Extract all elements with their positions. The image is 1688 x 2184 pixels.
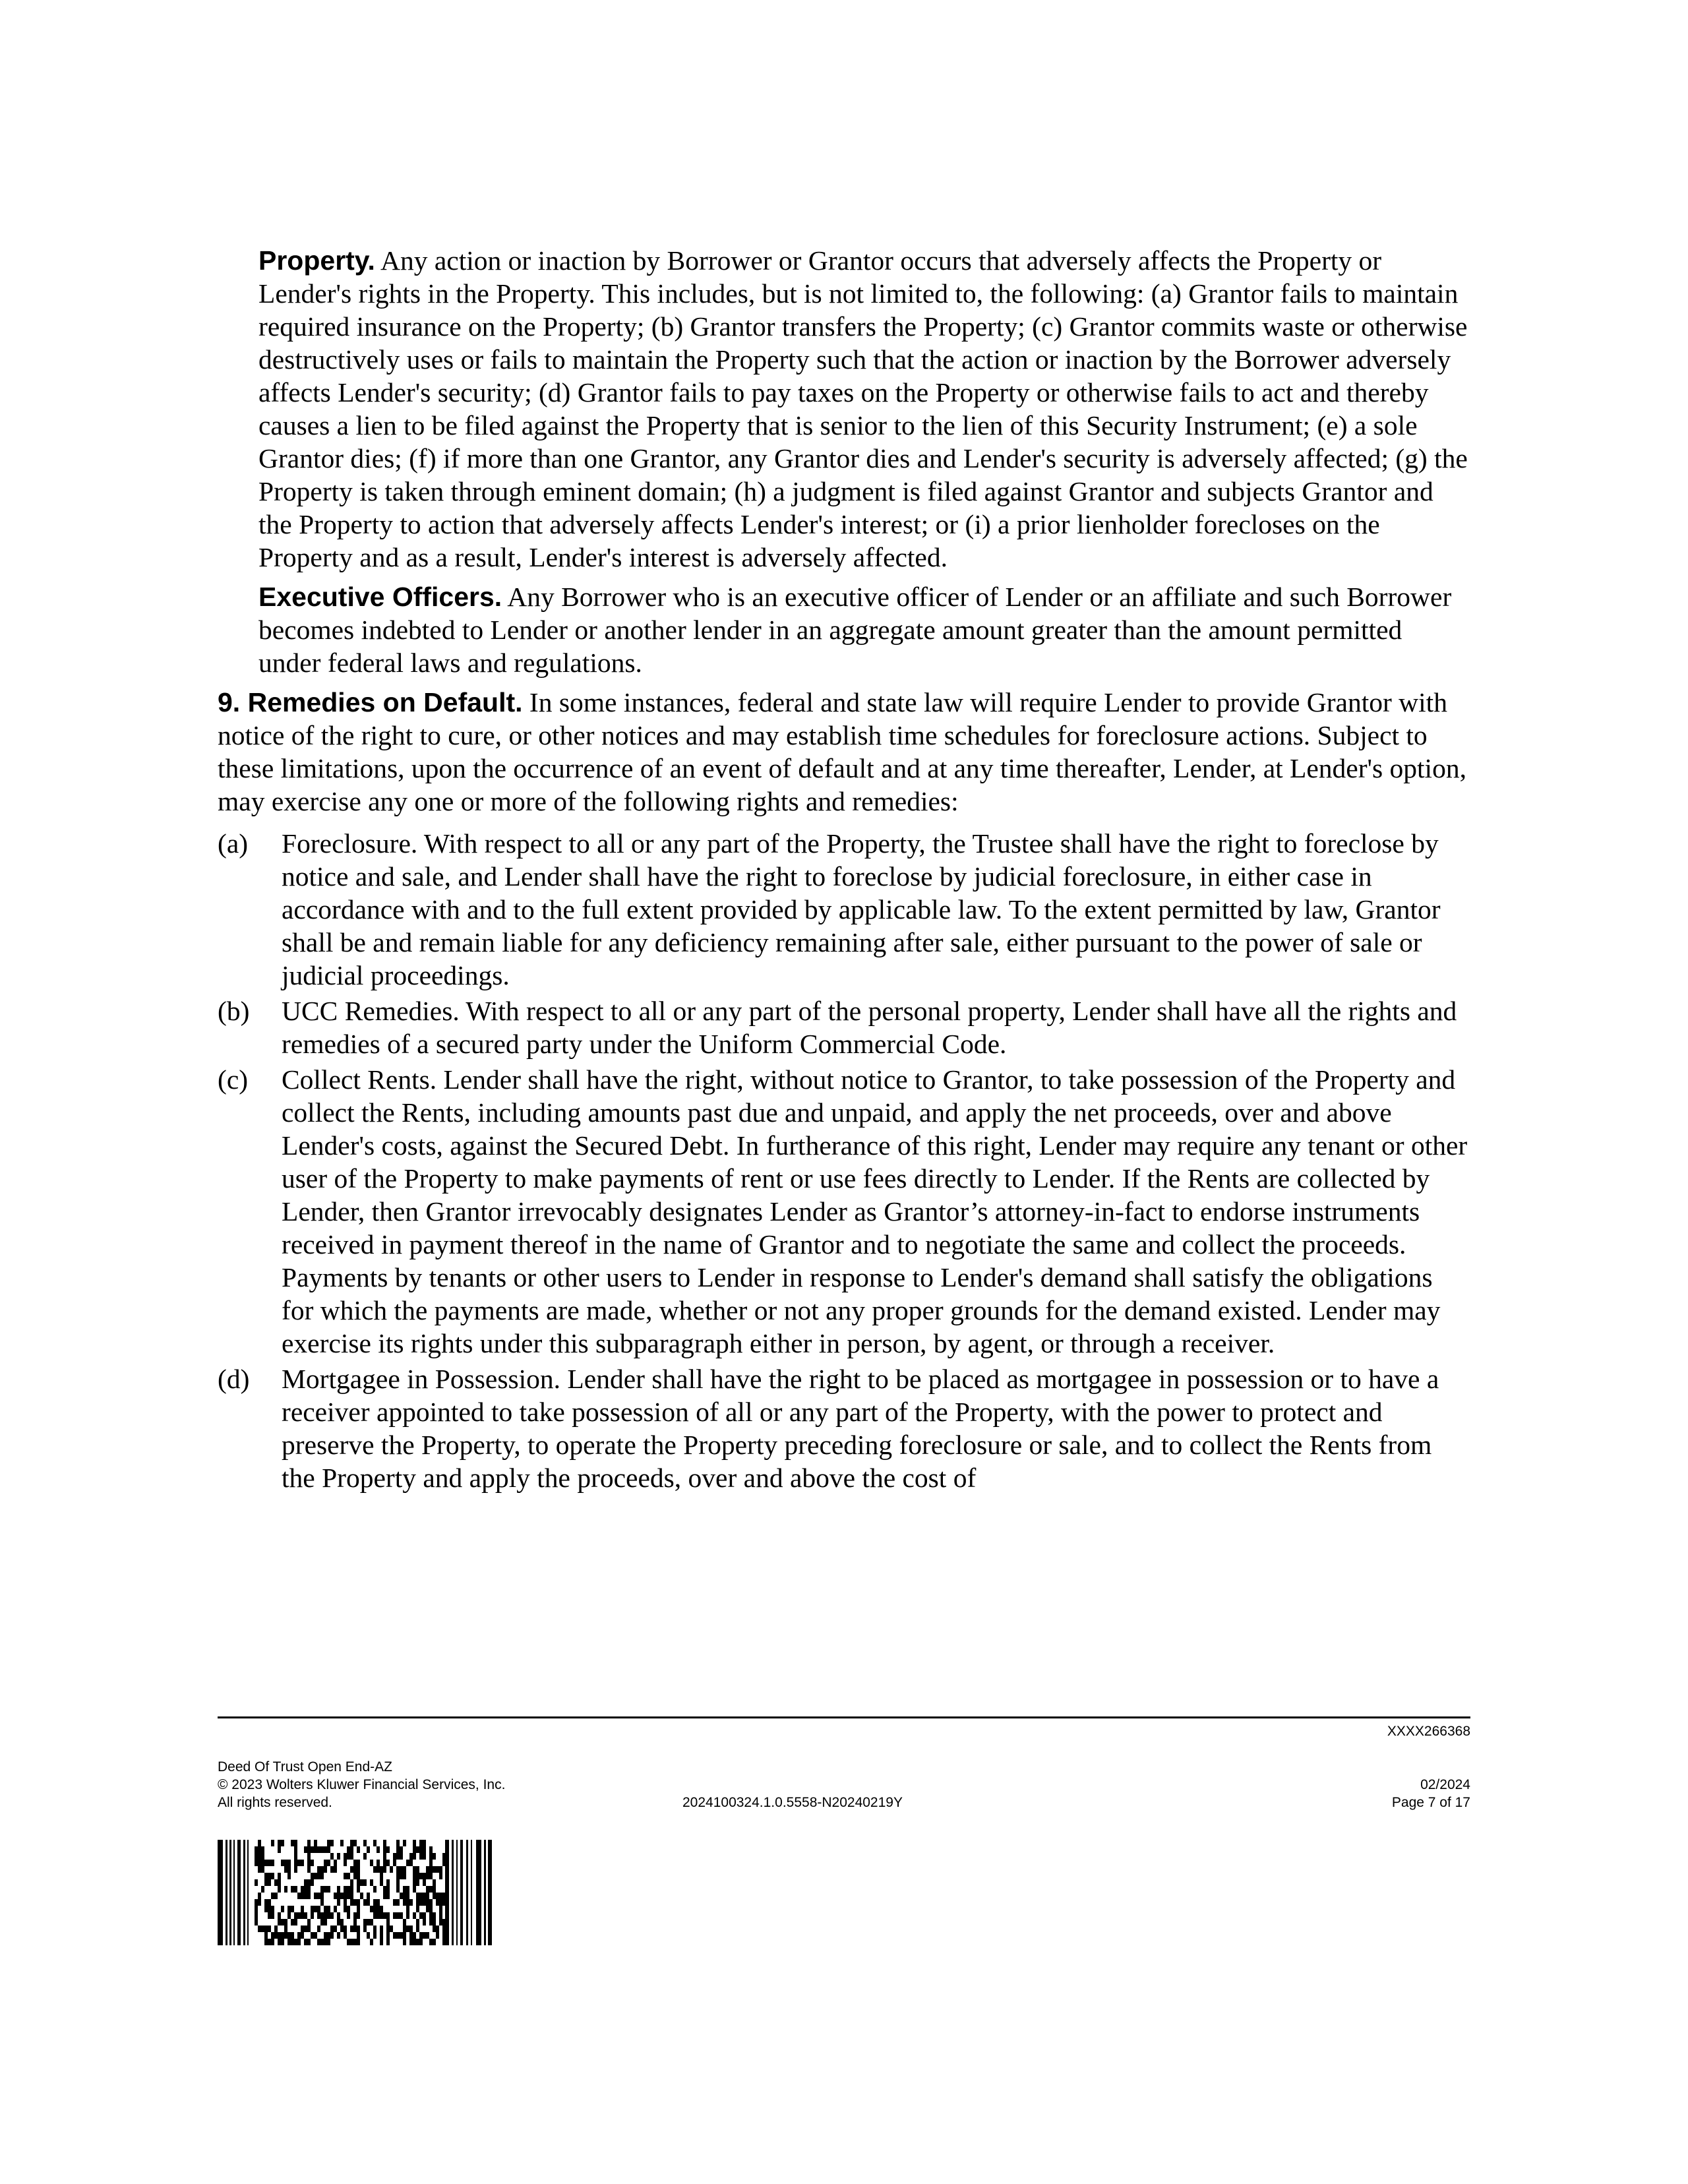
list-item [218, 827, 1470, 992]
rights-notice: All rights reserved. [218, 1795, 332, 1810]
list-item-text: Foreclosure. With respect to all or any part of the Property, the Trustee shall have the right to foreclose by notice and sale, and Lender shall have the right to foreclose by judicial foreclosure, in either case in accordance with and to the full extent provided by applicable law. To the extent permitted by law, Grantor shall be and remain liable for any deficiency remaining after sale, either pursuant to the power of sale or judicial proceedings. [282, 828, 1441, 990]
copyright-notice: © 2023 Wolters Kluwer Financial Services, Inc. [218, 1777, 506, 1792]
property-heading: Property. [258, 245, 375, 276]
document-body [218, 244, 1470, 1497]
list-item-marker: (a) [218, 828, 249, 859]
remedies-paragraph [218, 686, 1470, 818]
footer-right [1392, 1776, 1470, 1811]
remedies-text: In some instances, federal and state law will require Lender to provide Grantor with notice of the right to cure, or other notices and may establish time schedules for foreclosure actions. Subject to these limitations, upon the occurrence of an event of default and at any time thereafter, Lender, at Lender's option, may exercise any one or more of the following rights and remedies: [218, 687, 1466, 816]
list-item-marker: (c) [218, 1064, 249, 1095]
list-item [218, 1063, 1470, 1360]
list-item-marker: (b) [218, 996, 250, 1026]
form-name: Deed Of Trust Open End-AZ [218, 1759, 392, 1774]
document-code: 2024100324.1.0.5558-N20240219Y [682, 1795, 903, 1810]
footer-divider [218, 1716, 1470, 1718]
list-item-text: Collect Rents. Lender shall have the right, without notice to Grantor, to take possession of the Property and collect the Rents, including amounts past due and unpaid, and apply the net proceeds, over and above Lender's costs, against the Secured Debt. In furtherance of this right, Lender may require any tenant or other user of the Property to make payments of rent or use fees directly to Lender. If the Rents are collected by Lender, then Grantor irrevocably designates Lender as Grantor’s attorney-in-fact to endorse instruments received in payment thereof in the name of Grantor and to negotiate the same and collect the proceeds. Payments by tenants or other users to Lender in response to Lender's demand shall satisfy the obligations for which the payments are made, whether or not any proper grounds for the demand existed. Lender may exercise its rights under this subparagraph either in person, by agent, or through a receiver. [282, 1064, 1468, 1358]
property-text: Any action or inaction by Borrower or Grantor occurs that adversely affects the Property or Lender's rights in the Property. This includes, but is not limited to, the following: (a) Grantor fails to maintain required insurance on the Property; (b) Grantor transfers the Property; (c) Grantor commits waste or otherwise destructively uses or fails to maintain the Property such that the action or inaction by the Borrower adversely affects Lender's security; (d) Grantor fails to pay taxes on the Property or otherwise fails to act and thereby causes a lien to be filed against the Property that is senior to the lien of this Security Instrument; (e) a sole Grantor dies; (f) if more than one Grantor, any Grantor dies and Lender's security is adversely affected; (g) the Property is taken through eminent domain; (h) a judgment is filed against Grantor and subjects Grantor and the Property to action that adversely affects Lender's interest; or (i) a prior lienholder forecloses on the Property and as a result, Lender's interest is adversely affected. [258, 245, 1468, 572]
list-item-text: UCC Remedies. With respect to all or any part of the personal property, Lender shall have all the rights and remedies of a secured party under the Uniform Commercial Code. [282, 996, 1457, 1059]
list-item [218, 1362, 1470, 1494]
pdf417-barcode-icon [218, 1840, 495, 1945]
page-footer [218, 1722, 1470, 1815]
executive-officers-heading: Executive Officers. [258, 582, 502, 612]
executive-officers-paragraph [218, 580, 1470, 679]
list-item [218, 994, 1470, 1060]
list-item-marker: (d) [218, 1364, 250, 1394]
property-paragraph [218, 244, 1470, 574]
loan-number: XXXX266368 [1387, 1724, 1470, 1739]
remedies-heading: 9. Remedies on Default. [218, 687, 523, 717]
form-date: 02/2024 [1420, 1777, 1470, 1792]
page-number: Page 7 of 17 [1391, 1795, 1470, 1810]
remedies-list [218, 827, 1470, 1494]
executive-officers-text: Any Borrower who is an executive officer of Lender or an affiliate and such Borrower becomes indebted to Lender or another lender in an aggregate amount greater than the amount permitted under federal laws and regulations. [258, 582, 1452, 678]
list-item-text: Mortgagee in Possession. Lender shall have the right to be placed as mortgagee in possession or to have a receiver appointed to take possession of all or any part of the Property, with the power to protect and preserve the Property, to operate the Property preceding foreclosure or sale, and to collect the Rents from the Property and apply the proceeds, over and above the cost of [282, 1364, 1439, 1493]
footer-left [218, 1758, 505, 1811]
